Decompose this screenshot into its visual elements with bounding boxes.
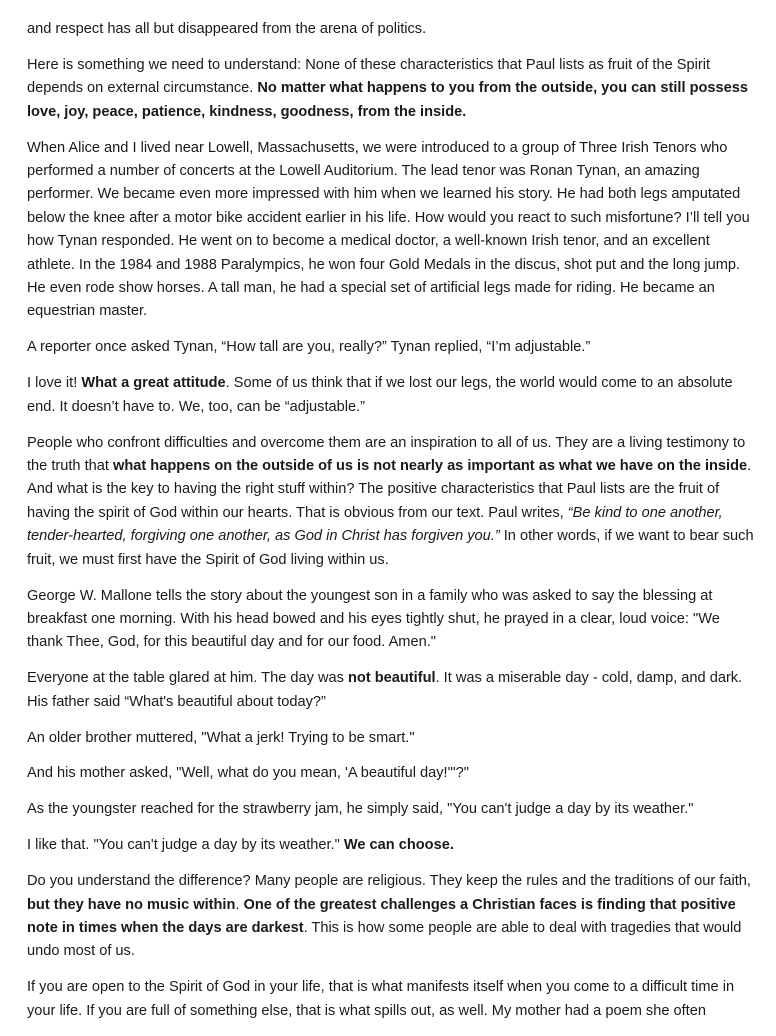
body-paragraph — [27, 137, 757, 324]
body-paragraph — [27, 727, 757, 750]
paragraph-text: An older brother muttered, "What a jerk! Trying to be smart." — [27, 729, 415, 746]
bold-emphasis-text: but they have no music within — [27, 896, 236, 913]
italic-quote-text: “Be kind to one another, tender-hearted, forgiving one another, as God in Christ has forgiven you.” — [27, 504, 723, 545]
body-paragraph — [27, 667, 757, 714]
bold-emphasis-text: No matter what happens to you from the outside, you can still possess love, joy, peace, patience, kindness, goodness, from the inside. — [27, 80, 748, 120]
paragraph-text: I like that. "You can't judge a day by its weather." — [27, 837, 344, 854]
paragraph-text: . It was a miserable day - cold, damp, and dark. His father said “What's beautiful about today?” — [27, 670, 743, 710]
bold-emphasis-text: We can choose. — [343, 837, 454, 854]
paragraph-text: George W. Mallone tells the story about the youngest son in a family who was asked to say the blessing at breakfast one morning. With his head bowed and his eyes tightly shut, he prayed in a clear, loud voice: "We thank Thee, God, for this beautiful day and for our food. Amen." — [27, 587, 720, 651]
body-paragraph — [27, 372, 757, 419]
paragraph-text: . — [235, 896, 244, 913]
body-paragraph — [27, 432, 757, 572]
body-paragraph — [27, 870, 757, 964]
document-page — [27, 18, 757, 1036]
paragraph-text: . Some of us think that if we lost our legs, the world would come to an absolute end. It doesn’t have to. We, too, can be “adjustable.” — [27, 375, 733, 415]
body-paragraph — [27, 18, 757, 41]
paragraph-text: and respect has all but disappeared from the arena of politics. — [27, 21, 427, 37]
paragraph-text: . And what is the key to having the right stuff within? The positive characteristics that Paul lists are the fruit of having the spirit of God within our hearts. That is obvious from our text. Paul writes, — [27, 458, 752, 521]
paragraph-text: As the youngster reached for the strawberry jam, he simply said, "You can't judge a day by its weather." — [27, 801, 694, 818]
paragraph-text: Here is something we need to understand: None of these characteristics that Paul lists as fruit of the Spirit depends on external circumstance. — [27, 56, 711, 97]
bold-emphasis-text: What a great attitude — [81, 375, 226, 392]
body-paragraph — [27, 798, 757, 821]
bold-emphasis-text: One of the greatest challenges a Christian faces is finding that positive note in times when the days are darkest — [27, 896, 736, 936]
paragraph-text: People who confront difficulties and overcome them are an inspiration to all of us. They are a living testimony to the truth that — [27, 434, 746, 474]
bold-emphasis-text: not beautiful — [347, 670, 436, 687]
paragraph-text: And his mother asked, "Well, what do you mean, 'A beautiful day!'"?" — [27, 765, 469, 782]
paragraph-text: A reporter once asked Tynan, “How tall are you, really?” Tynan replied, “I’m adjustable.” — [27, 339, 591, 356]
bold-emphasis-text: what happens on the outside of us is not nearly as important as what we have on the inside — [113, 458, 748, 474]
body-paragraph — [27, 54, 757, 124]
body-paragraph — [27, 762, 757, 785]
body-paragraph — [27, 976, 757, 1023]
body-paragraph — [27, 336, 757, 359]
paragraph-text: If you are open to the Spirit of God in your life, that is what manifests itself when you come to a difficult time in your life. If you are full of something else, that is what spills out, as well. My mother had a poem she often — [27, 979, 735, 1019]
body-paragraph — [27, 585, 757, 655]
paragraph-text: I love it! — [27, 375, 82, 392]
paragraph-text: In other words, if we want to bear such fruit, we must first have the Spirit of God living within us. — [27, 528, 754, 568]
paragraph-text: Do you understand the difference? Many people are religious. They keep the rules and the traditions of our faith, — [27, 873, 751, 890]
paragraph-text: . This is how some people are able to deal with tragedies that would undo most of us. — [27, 920, 742, 960]
paragraph-text: When Alice and I lived near Lowell, Massachusetts, we were introduced to a group of Three Irish Tenors who performed a number of concerts at the Lowell Auditorium. The lead tenor was Ronan Tynan, an amazing performer. We became even more impressed with him when we learned his story. He had both legs amputated below the knee after a motor bike accident earlier in his life. How would you react to such misfortune? I’ll tell you how Tynan responded. He went on to become a medical doctor, a well-known Irish tenor, and an excellent athlete. In the 1984 and 1988 Paralympics, he won four Gold Medals in the discus, shot put and the long jump. He even rode show horses. A tall man, he had a special set of artificial legs made for riding. He became an equestrian master. — [27, 139, 750, 320]
body-paragraph — [27, 834, 757, 857]
paragraph-text: Everyone at the table glared at him. The day was — [27, 670, 348, 687]
